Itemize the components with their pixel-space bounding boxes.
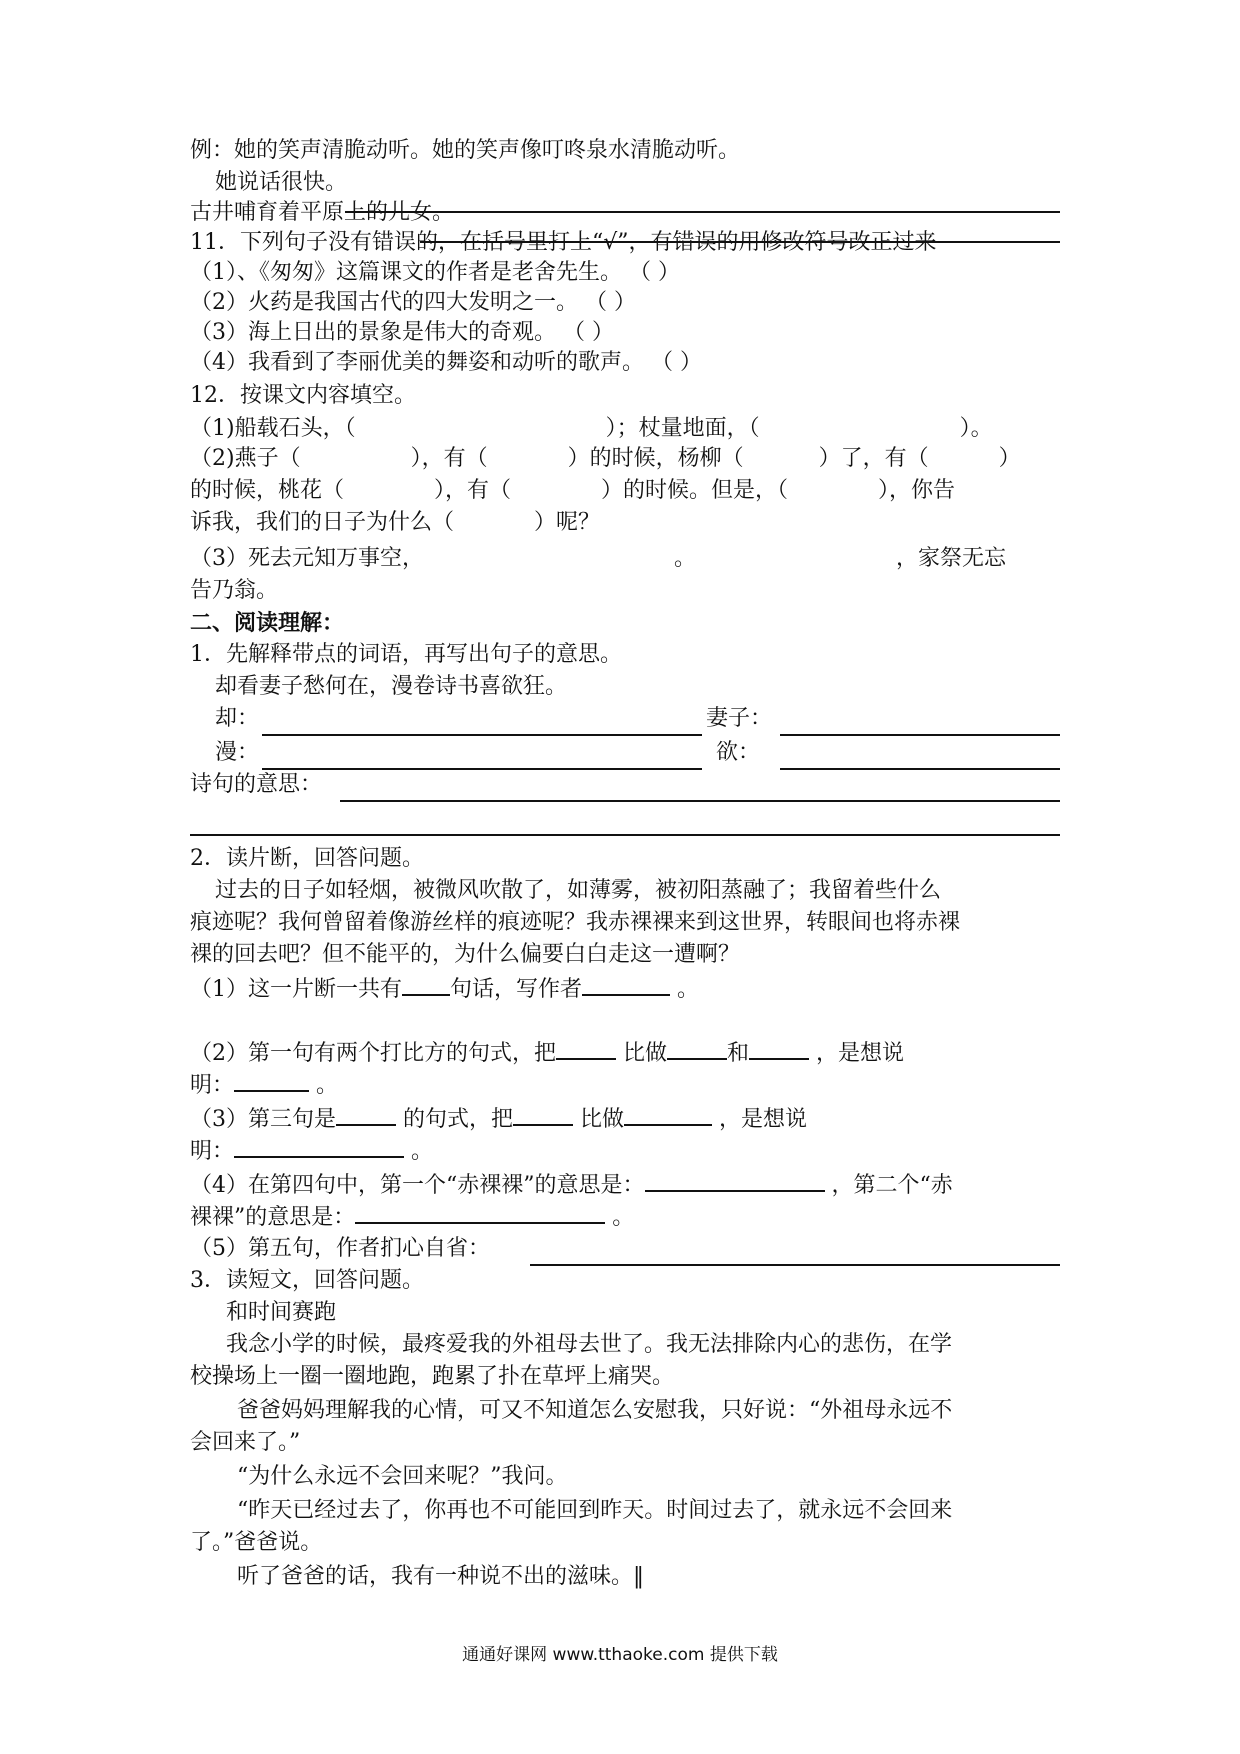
- blank[interactable]: [645, 1168, 825, 1192]
- q12-2-part: ），你告: [878, 478, 956, 503]
- q2-1-part: 句话，写作者: [450, 977, 583, 1002]
- q1-que-text: 却：: [215, 706, 260, 731]
- q2-5: [190, 1234, 1060, 1264]
- story-text: 会回来了。”: [190, 1430, 301, 1455]
- q2-title-text: 2．读片断，回答问题。: [190, 846, 424, 871]
- question-b-text: 古井哺育着平原上的儿女。: [190, 200, 455, 225]
- blank[interactable]: [624, 1102, 712, 1126]
- q2-3-part: 的句式，把: [403, 1107, 514, 1132]
- q2-3-part: （3）第三句是: [190, 1107, 336, 1132]
- q11-item-text: （4）我看到了李丽优美的舞姿和动听的歌声。 （ ）: [190, 350, 702, 375]
- q2-5-text: （5）第五句，作者扪心自省：: [190, 1236, 490, 1261]
- q2-4: [190, 1168, 1060, 1198]
- q12-2-part: ）了，有（: [818, 446, 929, 471]
- blank[interactable]: [234, 1068, 309, 1092]
- q2-passage-line: [190, 940, 1060, 970]
- story-line: [237, 1396, 1060, 1426]
- q12-1-part: （1)船载石头，（: [190, 416, 356, 441]
- q2-4b-part: 裸裸”的意思是：: [190, 1205, 356, 1230]
- q2-passage-text: 痕迹呢？我何曾留着像游丝样的痕迹呢？我赤裸裸来到这世界，转眼间也将赤裸: [190, 910, 961, 935]
- q1-meaning-label: [190, 770, 1060, 800]
- answer-line-qizi[interactable]: [780, 734, 1060, 736]
- story-text: 我念小学的时候，最疼爱我的外祖母去世了。我无法排除内心的悲伤，在学: [226, 1332, 953, 1357]
- q11-item: [190, 348, 1060, 378]
- story-text: 校操场上一圈一圈地跑，跑累了扑在草坪上痛哭。: [190, 1364, 675, 1389]
- question-a: [215, 168, 1060, 198]
- q1-meaning-text: 诗句的意思：: [190, 772, 323, 797]
- blank[interactable]: [749, 1036, 809, 1060]
- q12-3-part: 。: [674, 546, 697, 571]
- q2-4-part: （4）在第四句中，第一个“赤裸裸”的意思是：: [190, 1173, 645, 1198]
- story-line: [237, 1562, 1060, 1592]
- q2-2-part: 和: [727, 1041, 750, 1066]
- q1-yu-label: [716, 738, 1060, 768]
- q2-4b-part: 。: [612, 1205, 635, 1230]
- q12-3-line2: [190, 576, 1060, 606]
- q12-2-line1: [190, 444, 1060, 474]
- q12-3-part: （3）死去元知万事空，: [190, 546, 424, 571]
- q3-title-text: 3．读短文，回答问题。: [190, 1268, 424, 1293]
- page-footer: [0, 1640, 1240, 1665]
- q2-3-part: ，是想说: [719, 1107, 808, 1132]
- q1-poem: [215, 672, 1060, 702]
- q11-item: [190, 318, 1060, 348]
- section-heading-text: 二、阅读理解：: [190, 610, 345, 636]
- q2-2b-part: 明：: [190, 1073, 235, 1098]
- q12-1: [190, 414, 1060, 444]
- q2-3-part: 比做: [580, 1107, 625, 1132]
- q2-passage-text: 裸的回去吧？但不能平的，为什么偏要白白走这一遭啊？: [190, 942, 741, 967]
- story-text: “为什么永远不会回来呢？”我问。: [237, 1464, 568, 1489]
- q12-2-part: ），有（: [410, 446, 488, 471]
- q12-2-part: ）呢？: [534, 510, 601, 535]
- story-line: [190, 1362, 1060, 1392]
- blank[interactable]: [667, 1036, 727, 1060]
- q1-title: [190, 640, 1060, 670]
- q2-2-part: 比做: [623, 1041, 668, 1066]
- story-text: 听了爸爸的话，我有一种说不出的滋味。‖: [237, 1564, 645, 1589]
- q2-3b-part: 。: [411, 1139, 434, 1164]
- q1-poem-text: 却看妻子愁何在，漫卷诗书喜欲狂。: [215, 674, 568, 699]
- q12-title: [190, 381, 1060, 411]
- q2-1-part: 。: [677, 977, 700, 1002]
- q1-qizi-text: 妻子：: [706, 706, 773, 731]
- q2-3: [190, 1102, 1060, 1132]
- question-b: [190, 198, 1060, 228]
- q12-3-part: 告乃翁。: [190, 578, 279, 603]
- q2-passage-text: 过去的日子如轻烟，被微风吹散了，如薄雾，被初阳蒸融了；我留着些什么: [215, 878, 942, 903]
- answer-line-que[interactable]: [262, 734, 702, 736]
- blank[interactable]: [582, 972, 670, 996]
- q12-2-part: 的时候，桃花（: [190, 478, 345, 503]
- answer-line-meaning[interactable]: [340, 800, 1060, 802]
- story-line: [237, 1496, 1060, 1526]
- q2-passage-line: [215, 876, 1060, 906]
- q12-3-line1: [190, 544, 1060, 574]
- blank[interactable]: [355, 1200, 605, 1224]
- example-line: [190, 136, 1060, 166]
- q12-2-line3: [190, 508, 1060, 538]
- blank[interactable]: [513, 1102, 573, 1126]
- q2-2: [190, 1036, 1060, 1066]
- q12-1-part: ）。: [959, 416, 993, 441]
- q11-item: [190, 288, 1060, 318]
- story-title: [226, 1298, 1060, 1328]
- q2-2-part: ，是想说: [816, 1041, 905, 1066]
- q12-3-part: ，家祭无忘: [896, 546, 1007, 571]
- section-heading: [190, 608, 1060, 638]
- q12-2-part: ）的时候，杨柳（: [567, 446, 744, 471]
- q11-item-text: （1）、《匆匆》这篇课文的作者是老舍先生。 （ ）: [190, 260, 680, 285]
- q12-2-part: ）: [998, 446, 1021, 471]
- q12-2-part: 诉我，我们的日子为什么（: [190, 510, 455, 535]
- blank[interactable]: [336, 1102, 396, 1126]
- q12-2-part: ），有（: [434, 478, 512, 503]
- q2-3b-part: 明：: [190, 1139, 235, 1164]
- question-a-text: 她说话很快。: [215, 170, 348, 195]
- q2-4b: [190, 1200, 1060, 1230]
- answer-line-meaning-2[interactable]: [190, 834, 1060, 836]
- q2-3b: [190, 1134, 1060, 1164]
- q2-1-part: （1）这一片断一共有: [190, 977, 402, 1002]
- q11-title-text: 11．下列句子没有错误的，在括号里打上“√”，有错误的用修改符号改正过来: [190, 230, 937, 255]
- story-text: 了。”爸爸说。: [190, 1530, 323, 1555]
- story-title-text: 和时间赛跑: [226, 1300, 337, 1325]
- example-text: 例：她的笑声清脆动听。她的笑声像叮咚泉水清脆动听。: [190, 138, 741, 163]
- story-line: [237, 1462, 1060, 1492]
- q3-title: [190, 1266, 1060, 1296]
- q2-1: [190, 972, 1060, 1002]
- q2-4-part: ，第二个“赤: [831, 1173, 953, 1198]
- story-line: [226, 1330, 1060, 1360]
- q12-1-part: ）；杖量地面，（: [605, 416, 760, 441]
- story-text: 爸爸妈妈理解我的心情，可又不知道怎么安慰我，只好说：“外祖母永远不: [237, 1398, 953, 1423]
- blank[interactable]: [556, 1036, 616, 1060]
- blank[interactable]: [402, 972, 450, 996]
- footer-text: 通通好课网 www.tthaoke.com 提供下载: [462, 1645, 778, 1665]
- q12-2-line2: [190, 476, 1060, 506]
- story-line: [190, 1428, 1060, 1458]
- q1-yu-text: 欲：: [716, 740, 761, 765]
- q2-2-part: （2）第一句有两个打比方的句式，把: [190, 1041, 556, 1066]
- blank[interactable]: [234, 1134, 404, 1158]
- q11-item-text: （3）海上日出的景象是伟大的奇观。 （ ）: [190, 320, 614, 345]
- q11-title: [190, 228, 1060, 258]
- q2-2b-part: 。: [316, 1073, 339, 1098]
- q1-qizi-label: [706, 704, 1060, 734]
- q2-title: [190, 844, 1060, 874]
- story-line: [190, 1528, 1060, 1558]
- q2-2b: [190, 1068, 1060, 1098]
- q11-item-text: （2）火药是我国古代的四大发明之一。 （ ）: [190, 290, 636, 315]
- q2-passage-line: [190, 908, 1060, 938]
- story-text: “昨天已经过去了，你再也不可能回到昨天。时间过去了，就永远不会回来: [237, 1498, 953, 1523]
- q12-title-text: 12．按课文内容填空。: [190, 383, 416, 408]
- q11-item: [190, 258, 1060, 288]
- q1-title-text: 1．先解释带点的词语，再写出句子的意思。: [190, 642, 622, 667]
- q1-man-text: 漫：: [215, 740, 260, 765]
- q12-2-part: （2)燕子（: [190, 446, 301, 471]
- q12-2-part: ）的时候。但是，（: [601, 478, 789, 503]
